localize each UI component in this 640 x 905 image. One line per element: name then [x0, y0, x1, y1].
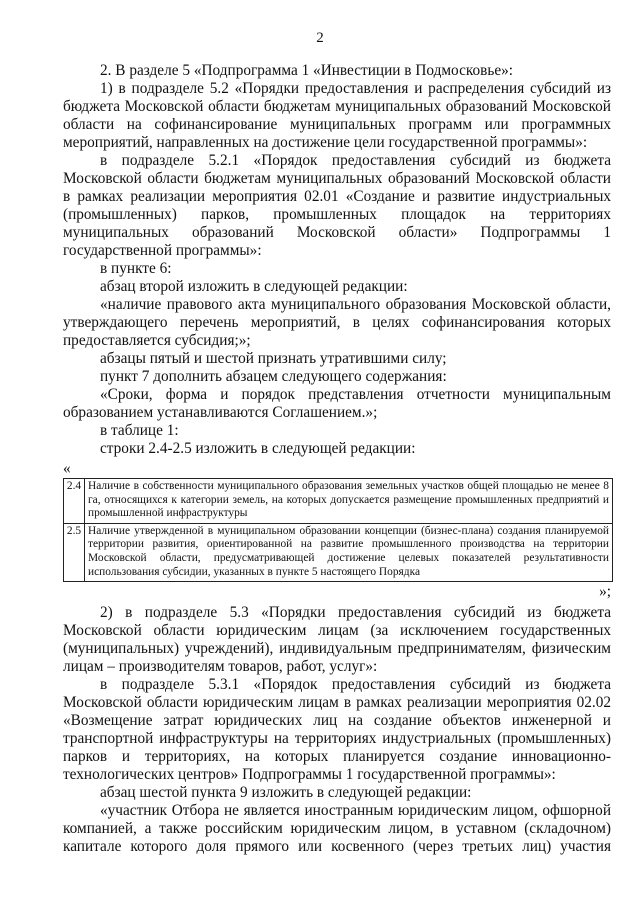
amendment-table — [63, 478, 613, 582]
paragraph-second-abzac: абзац второй изложить в следующей редакции: — [100, 278, 408, 295]
table-row — [64, 523, 613, 581]
row-text: Наличие утвержденной в муниципальном образовании концепции (бизнес-плана) создания планируемой территории развития, ориентированной на развитие промышленного производства на территории Московской области, предусматривающей достижение целевых показателей результативности использования субсидии, указанных в пункте 5 настоящего Порядка — [85, 523, 613, 581]
document-body — [63, 62, 611, 856]
paragraph-legal-act-quote: «наличие правового акта муниципального образования Московской области, утверждающего перечень мероприятий, в целях софинансирования которых предоставляется субсидия;»; — [63, 296, 611, 349]
paragraph-rows-2-4-2-5: строки 2.4-2.5 изложить в следующей редакции: — [100, 440, 416, 457]
paragraph-item-9-abzac: абзац шестой пункта 9 изложить в следующей редакции: — [100, 784, 472, 802]
paragraph-subsection-5-3: 2) в подразделе 5.3 «Порядки предоставления субсидий из бюджета Московской области юридическим лицам (за исключением государственных (муниципальных) учреждений), индивидуальным предпринимателям, физическим лицам – производителям товаров, работ, услуг»: — [63, 604, 611, 676]
paragraph-item-6: в пункте 6: — [100, 260, 172, 277]
table-row — [64, 479, 613, 524]
paragraph-table-1: в таблице 1: — [100, 422, 179, 439]
row-number: 2.4 — [64, 479, 85, 524]
paragraph-item-7: пункт 7 дополнить абзацем следующего содержания: — [100, 368, 447, 385]
row-text: Наличие в собственности муниципального образования земельных участков общей площадью не менее 8 га, относящихся к категории земель, на которых допускается размещение промышленных предприятий и промышленной инфраструктуры — [85, 479, 613, 524]
paragraph-section-5-heading: 2. В разделе 5 «Подпрограмма 1 «Инвестиции в Подмосковье»: — [100, 62, 514, 79]
row-number: 2.5 — [64, 523, 85, 581]
opening-quote-mark: « — [63, 460, 71, 477]
paragraph-fifth-sixth-void: абзацы пятый и шестой признать утратившими силу; — [100, 350, 447, 367]
paragraph-reporting-quote: «Сроки, форма и порядок представления отчетности муниципальным образованием устанавливаются Соглашением.»; — [63, 386, 611, 421]
page-number: 2 — [316, 30, 324, 46]
paragraph-subsection-5-2: 1) в подразделе 5.2 «Порядки предоставления и распределения субсидий из бюджета Московской области бюджетам муниципальных образований Московской области на софинансирование муниципальных программ или программных мероприятий, направленных на достижение цели государственной программы»: — [63, 80, 611, 151]
paragraph-subsection-5-3-1: в подразделе 5.3.1 «Порядок предоставления субсидий из бюджета Московской области юридическим лицам в рамках реализации мероприятия 02.02 «Возмещение затрат юридических лиц на создание объектов инженерной и транспортной инфраструктуры на территориях индустриальных (промышленных) парков и территориях, на которых планируется создание инновационно-технологических центров» Подпрограммы 1 государственной программы»: — [63, 676, 611, 784]
paragraph-subsection-5-2-1: в подразделе 5.2.1 «Порядок предоставления субсидий из бюджета Московской области бюджетам муниципальных образований Московской области в рамках реализации мероприятия 02.01 «Создание и развитие индустриальных (промышленных) парков, промышленных площадок на территориях муниципальных образований Московской области» Подпрограммы 1 государственной программы»: — [63, 152, 611, 259]
paragraph-participant-quote: «участник Отбора не является иностранным юридическим лицом, офшорной компанией, а также российским юридическим лицом, в уставном (складочном) капитале которого доля прямого или косвенного (через третьих лиц) участия — [63, 802, 611, 856]
closing-quote-mark: »; — [599, 583, 611, 601]
